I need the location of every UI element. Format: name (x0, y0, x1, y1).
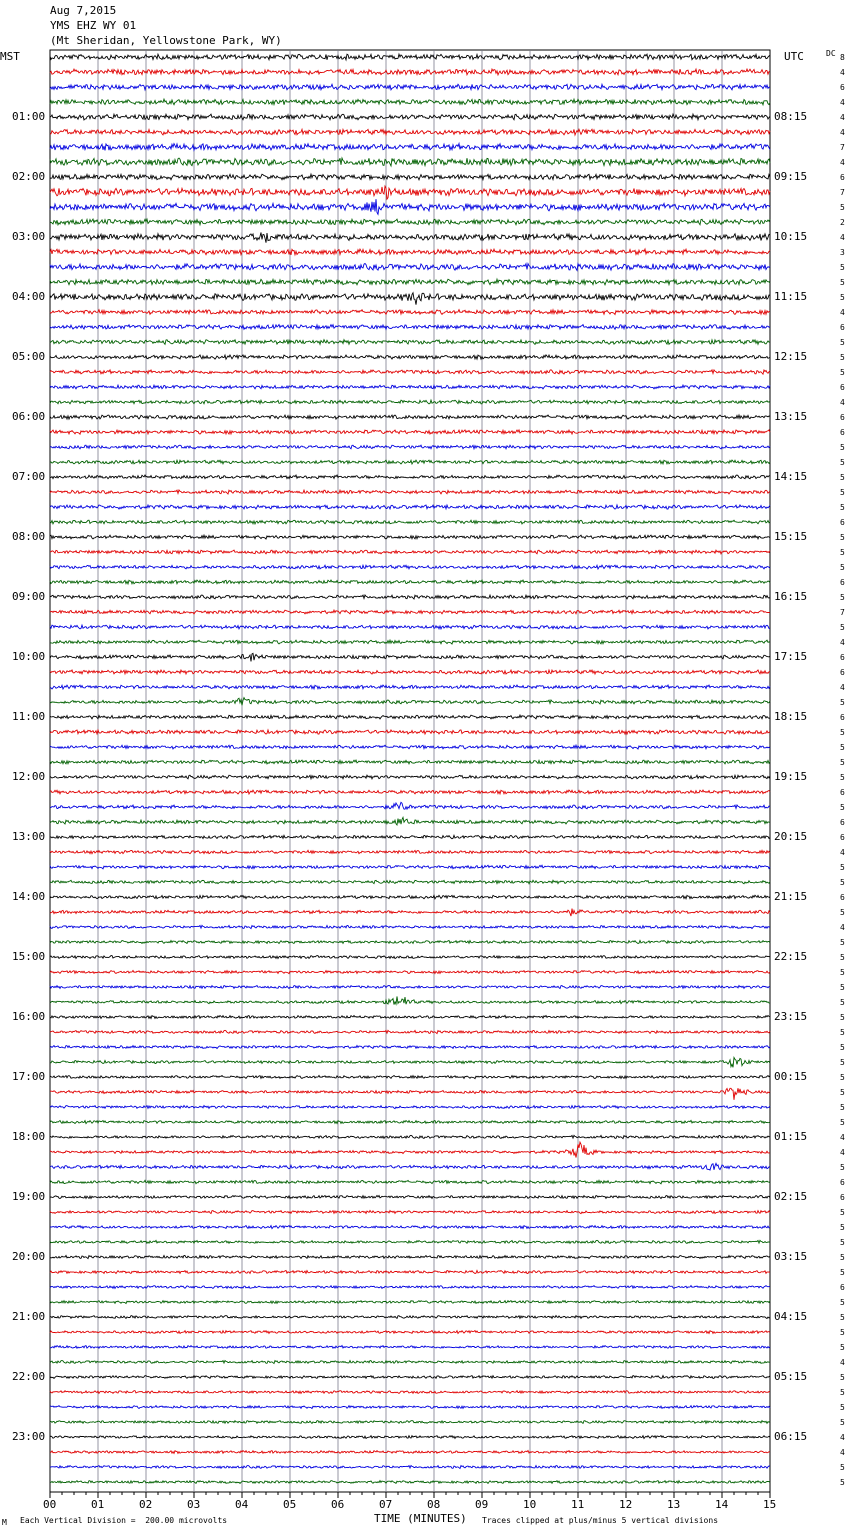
seismic-trace (50, 895, 770, 899)
seismic-trace (50, 84, 770, 90)
seismic-trace (50, 1436, 770, 1439)
dc-value: 5 (840, 863, 845, 872)
dc-value: 5 (840, 1208, 845, 1217)
dc-value: 6 (840, 893, 845, 902)
left-hour-label: 09:00 (12, 590, 46, 603)
dc-value: 5 (840, 263, 845, 272)
x-tick-label: 04 (235, 1498, 249, 1511)
dc-value: 4 (840, 1358, 845, 1367)
dc-value: 5 (840, 293, 845, 302)
dc-value: 5 (840, 983, 845, 992)
seismic-trace (50, 760, 770, 764)
left-hour-label: 06:00 (12, 410, 46, 423)
dc-value: 5 (840, 533, 845, 542)
dc-value: 5 (840, 623, 845, 632)
right-hour-label: 16:15 (774, 590, 808, 603)
right-hour-label: 11:15 (774, 290, 808, 303)
seismic-trace (50, 520, 770, 524)
dc-value: 5 (840, 458, 845, 467)
dc-value: 4 (840, 1148, 845, 1157)
seismic-trace (50, 158, 770, 166)
dc-value: 4 (840, 113, 845, 122)
dc-value: 5 (840, 1343, 845, 1352)
seismic-trace (50, 460, 770, 464)
right-hour-label: 17:15 (774, 650, 808, 663)
seismic-trace (50, 971, 770, 974)
dc-value: 5 (840, 1478, 845, 1487)
seismic-trace (50, 685, 770, 689)
dc-value: 5 (840, 1043, 845, 1052)
dc-value: 5 (840, 593, 845, 602)
dc-value: 5 (840, 338, 845, 347)
seismic-trace (50, 986, 770, 989)
seismic-trace (50, 653, 770, 661)
dc-value: 5 (840, 1403, 845, 1412)
dc-value: 5 (840, 563, 845, 572)
dc-value: 5 (840, 503, 845, 512)
right-hour-label: 19:15 (774, 770, 808, 783)
dc-value: 4 (840, 158, 845, 167)
seismic-trace (50, 293, 770, 305)
dc-value: 5 (840, 998, 845, 1007)
dc-value: 4 (840, 233, 845, 242)
dc-value: 5 (840, 278, 845, 287)
seismic-trace (50, 99, 770, 105)
dc-value: 5 (840, 773, 845, 782)
seismic-trace (50, 1466, 770, 1469)
x-axis-label: TIME (MINUTES) (374, 1512, 467, 1525)
seismic-trace (50, 1196, 770, 1199)
dc-value: 4 (840, 128, 845, 137)
dc-value: 6 (840, 713, 845, 722)
dc-value: 5 (840, 1328, 845, 1337)
left-hour-label: 20:00 (12, 1250, 46, 1263)
dc-value: 4 (840, 1133, 845, 1142)
seismic-trace (50, 580, 770, 584)
dc-value: 5 (840, 1313, 845, 1322)
dc-value: 5 (840, 488, 845, 497)
dc-value: 6 (840, 428, 845, 437)
seismic-trace (50, 1015, 770, 1018)
dc-value: 4 (840, 638, 845, 647)
dc-value: 6 (840, 173, 845, 182)
right-hour-label: 18:15 (774, 710, 808, 723)
seismic-trace (50, 1142, 770, 1157)
dc-value: 6 (840, 578, 845, 587)
left-hour-label: 07:00 (12, 470, 46, 483)
x-tick-label: 05 (283, 1498, 297, 1511)
right-hour-label: 22:15 (774, 950, 808, 963)
seismic-trace (50, 1030, 770, 1033)
dc-value: 5 (840, 1088, 845, 1097)
dc-value: 4 (840, 683, 845, 692)
seismic-trace (50, 1180, 770, 1183)
left-hour-label: 17:00 (12, 1070, 46, 1083)
left-hour-label: 16:00 (12, 1010, 46, 1023)
seismic-trace (50, 595, 770, 599)
right-hour-label: 06:15 (774, 1430, 808, 1443)
dc-value: 6 (840, 1178, 845, 1187)
dc-value: 5 (840, 1373, 845, 1382)
x-tick-label: 12 (619, 1498, 633, 1511)
right-timezone-label: UTC (784, 50, 804, 63)
left-hour-label: 22:00 (12, 1370, 46, 1383)
seismic-trace (50, 996, 770, 1004)
x-tick-label: 13 (667, 1498, 681, 1511)
left-hour-label: 18:00 (12, 1130, 46, 1143)
seismic-trace (50, 835, 770, 838)
dc-value: 5 (840, 908, 845, 917)
seismic-trace (50, 1088, 770, 1100)
seismic-trace (50, 1046, 770, 1049)
dc-value: 4 (840, 1433, 845, 1442)
seismic-trace (50, 1211, 770, 1214)
left-hour-label: 15:00 (12, 950, 46, 963)
seismic-trace (50, 310, 770, 315)
right-hour-label: 05:15 (774, 1370, 808, 1383)
left-hour-label: 02:00 (12, 170, 46, 183)
dc-value: 5 (840, 878, 845, 887)
seismic-trace (50, 925, 770, 928)
right-hour-label: 04:15 (774, 1310, 808, 1323)
left-hour-label: 01:00 (12, 110, 46, 123)
dc-value: 3 (840, 248, 845, 257)
seismic-trace (50, 1301, 770, 1304)
dc-value: 7 (840, 143, 845, 152)
seismic-trace (50, 1331, 770, 1334)
dc-value: 5 (840, 1073, 845, 1082)
seismic-trace (50, 1120, 770, 1123)
seismic-trace (50, 865, 770, 869)
x-tick-label: 08 (427, 1498, 441, 1511)
dc-label: DC (826, 49, 836, 58)
seismic-trace (50, 340, 770, 345)
right-hour-label: 03:15 (774, 1250, 808, 1263)
dc-value: 5 (840, 353, 845, 362)
seismic-trace (50, 54, 770, 60)
x-tick-label: 06 (331, 1498, 345, 1511)
dc-value: 7 (840, 188, 845, 197)
seismic-trace (50, 199, 770, 214)
dc-value: 5 (840, 1463, 845, 1472)
x-tick-label: 03 (187, 1498, 201, 1511)
seismic-trace (50, 1240, 770, 1243)
dc-value: 5 (840, 698, 845, 707)
clip-note: Traces clipped at plus/minus 5 vertical divisions (482, 1516, 719, 1525)
dc-value: 6 (840, 818, 845, 827)
seismic-trace (50, 430, 770, 434)
seismic-trace (50, 610, 770, 614)
dc-value: 5 (840, 728, 845, 737)
dc-value: 5 (840, 1013, 845, 1022)
x-tick-label: 14 (715, 1498, 729, 1511)
dc-value: 6 (840, 668, 845, 677)
left-hour-label: 10:00 (12, 650, 46, 663)
seismic-trace (50, 1163, 770, 1170)
seismic-trace (50, 325, 770, 330)
dc-value: 5 (840, 743, 845, 752)
seismic-trace (50, 505, 770, 509)
dc-value: 5 (840, 548, 845, 557)
left-hour-label: 11:00 (12, 710, 46, 723)
dc-value: 5 (840, 1253, 845, 1262)
seismic-trace (50, 445, 770, 449)
left-hour-label: 13:00 (12, 830, 46, 843)
x-tick-label: 15 (763, 1498, 777, 1511)
seismic-trace (50, 400, 770, 404)
seismic-trace (50, 415, 770, 419)
left-hour-label: 23:00 (12, 1430, 46, 1443)
dc-value: 7 (840, 608, 845, 617)
dc-value: 5 (840, 758, 845, 767)
seismic-trace (50, 1135, 770, 1138)
dc-value: 6 (840, 383, 845, 392)
right-hour-label: 13:15 (774, 410, 808, 423)
x-tick-label: 10 (523, 1498, 537, 1511)
seismic-trace (50, 1346, 770, 1349)
left-hour-label: 04:00 (12, 290, 46, 303)
seismic-trace (50, 775, 770, 779)
dc-value: 2 (840, 218, 845, 227)
dc-value: 6 (840, 833, 845, 842)
right-hour-label: 20:15 (774, 830, 808, 843)
dc-value: 6 (840, 1283, 845, 1292)
seismic-trace (50, 1361, 770, 1364)
seismic-trace (50, 790, 770, 794)
dc-value: 5 (840, 953, 845, 962)
seismic-trace (50, 355, 770, 359)
seismic-trace (50, 475, 770, 479)
scale-note: Each Vertical Division = 200.00 microvolts (20, 1516, 228, 1525)
x-tick-label: 01 (91, 1498, 105, 1511)
seismic-trace (50, 715, 770, 719)
seismic-trace (50, 1481, 770, 1484)
seismic-trace (50, 219, 770, 225)
dc-value: 5 (840, 1163, 845, 1172)
dc-value: 5 (840, 368, 845, 377)
seismic-trace (50, 802, 770, 809)
seismic-trace (50, 1421, 770, 1424)
seismic-trace (50, 1391, 770, 1394)
dc-value: 4 (840, 848, 845, 857)
dc-value: 6 (840, 788, 845, 797)
seismic-trace (50, 698, 770, 706)
seismic-trace (50, 956, 770, 959)
dc-value: 5 (840, 1058, 845, 1067)
header-station: YMS EHZ WY 01 (50, 19, 137, 32)
seismic-trace (50, 1271, 770, 1274)
seismic-trace (50, 880, 770, 883)
left-timezone-label: MST (0, 50, 20, 63)
seismic-trace (50, 1316, 770, 1319)
corner-mark: M (2, 1518, 7, 1527)
dc-value: 5 (840, 443, 845, 452)
seismic-trace (50, 941, 770, 944)
dc-value: 4 (840, 308, 845, 317)
dc-value: 5 (840, 1118, 845, 1127)
seismic-trace (50, 129, 770, 135)
seismic-trace (50, 279, 770, 285)
dc-value: 5 (840, 1238, 845, 1247)
seismic-trace (50, 144, 770, 151)
right-hour-label: 00:15 (774, 1070, 808, 1083)
dc-value: 6 (840, 413, 845, 422)
seismic-trace (50, 745, 770, 749)
dc-value: 5 (840, 1268, 845, 1277)
x-tick-label: 07 (379, 1498, 393, 1511)
dc-value: 8 (840, 53, 845, 62)
dc-value: 5 (840, 1298, 845, 1307)
right-hour-label: 08:15 (774, 110, 808, 123)
dc-value: 5 (840, 1418, 845, 1427)
seismic-trace (50, 174, 770, 180)
seismic-trace (50, 370, 770, 374)
right-hour-label: 02:15 (774, 1190, 808, 1203)
seismic-trace (50, 186, 770, 199)
x-tick-label: 02 (139, 1498, 153, 1511)
seismic-trace (50, 1256, 770, 1259)
x-tick-label: 11 (571, 1498, 585, 1511)
seismic-trace (50, 565, 770, 569)
right-hour-label: 12:15 (774, 350, 808, 363)
dc-value: 6 (840, 83, 845, 92)
seismic-trace (50, 233, 770, 243)
dc-value: 6 (840, 323, 845, 332)
dc-value: 4 (840, 1448, 845, 1457)
seismic-trace (50, 1451, 770, 1454)
seismic-trace (50, 625, 770, 629)
right-hour-label: 14:15 (774, 470, 808, 483)
dc-value: 5 (840, 968, 845, 977)
seismic-trace (50, 1406, 770, 1409)
dc-value: 5 (840, 1103, 845, 1112)
seismic-trace (50, 1286, 770, 1289)
seismic-trace (50, 69, 770, 75)
x-tick-label: 00 (43, 1498, 57, 1511)
dc-value: 5 (840, 1223, 845, 1232)
seismic-trace (50, 850, 770, 853)
left-hour-label: 08:00 (12, 530, 46, 543)
seismic-trace (50, 670, 770, 674)
dc-value: 6 (840, 518, 845, 527)
seismic-trace (50, 1058, 770, 1068)
seismic-trace (50, 640, 770, 644)
seismic-trace (50, 249, 770, 255)
seismic-trace (50, 1376, 770, 1379)
left-hour-label: 03:00 (12, 230, 46, 243)
dc-value: 5 (840, 1388, 845, 1397)
left-hour-label: 05:00 (12, 350, 46, 363)
dc-value: 5 (840, 1028, 845, 1037)
right-hour-label: 01:15 (774, 1130, 808, 1143)
seismic-trace (50, 490, 770, 494)
seismic-trace (50, 114, 770, 120)
seismic-trace (50, 817, 770, 825)
seismic-trace (50, 550, 770, 554)
header-location: (Mt Sheridan, Yellowstone Park, WY) (50, 34, 282, 47)
dc-value: 5 (840, 803, 845, 812)
seismic-trace (50, 264, 770, 271)
dc-value: 5 (840, 938, 845, 947)
seismic-trace (50, 730, 770, 734)
seismic-trace (50, 535, 770, 539)
x-tick-label: 09 (475, 1498, 489, 1511)
left-hour-label: 19:00 (12, 1190, 46, 1203)
header-date: Aug 7,2015 (50, 4, 117, 17)
dc-value: 6 (840, 1193, 845, 1202)
dc-value: 5 (840, 473, 845, 482)
dc-value: 6 (840, 653, 845, 662)
right-hour-label: 23:15 (774, 1010, 808, 1023)
seismic-trace (50, 1076, 770, 1079)
left-hour-label: 21:00 (12, 1310, 46, 1323)
seismic-trace (50, 385, 770, 389)
dc-value: 4 (840, 98, 845, 107)
right-hour-label: 15:15 (774, 530, 808, 543)
seismic-trace (50, 909, 770, 917)
dc-value: 4 (840, 923, 845, 932)
left-hour-label: 14:00 (12, 890, 46, 903)
seismic-trace (50, 1106, 770, 1109)
dc-value: 4 (840, 398, 845, 407)
seismic-trace (50, 1226, 770, 1229)
dc-value: 4 (840, 68, 845, 77)
right-hour-label: 09:15 (774, 170, 808, 183)
right-hour-label: 21:15 (774, 890, 808, 903)
left-hour-label: 12:00 (12, 770, 46, 783)
dc-value: 5 (840, 203, 845, 212)
right-hour-label: 10:15 (774, 230, 808, 243)
